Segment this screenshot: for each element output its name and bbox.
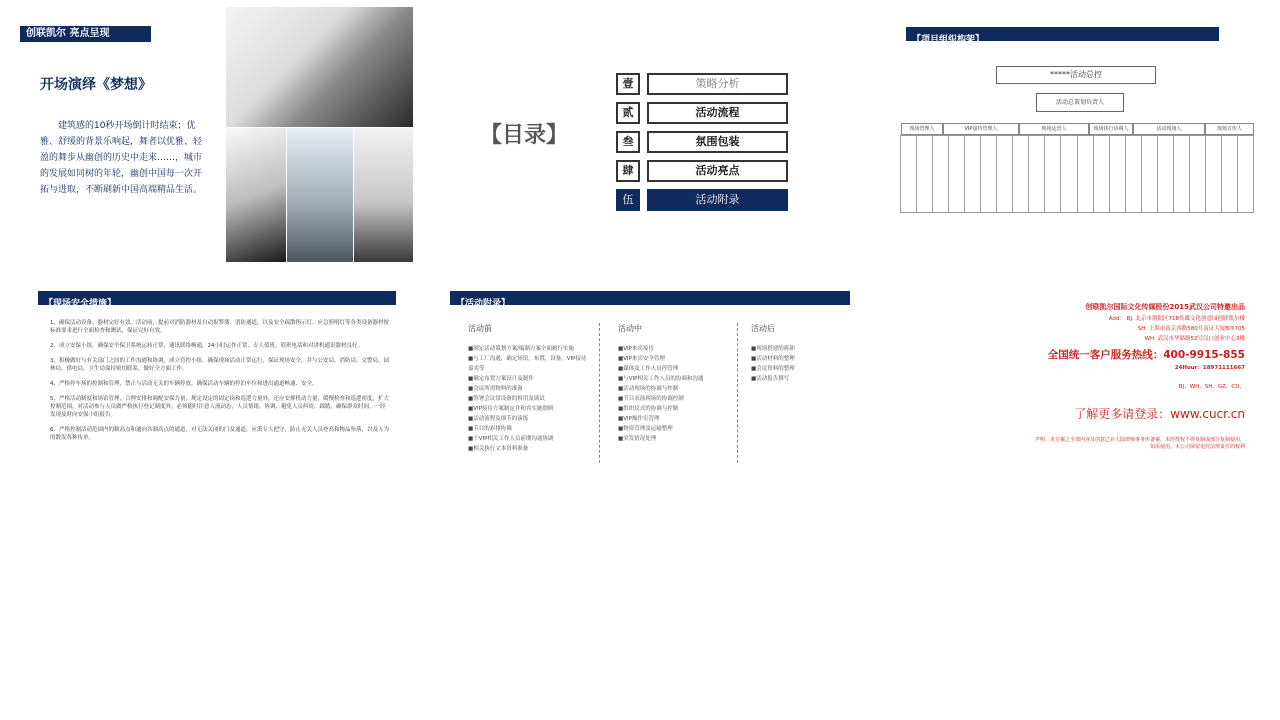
column-divider bbox=[599, 323, 600, 463]
list-item: ■组织仪式的协调与控制 bbox=[618, 406, 679, 412]
toc-label: 活动流程 bbox=[647, 102, 788, 124]
cities-line: BJ、WH、SH、GZ、CD、 bbox=[1178, 384, 1245, 390]
slide-body-text: 建筑感的10秒开场倒计时结束；优雅、舒缓的背景乐响起，舞者以优雅、轻盈的舞步从幽创的历史中走来……，城市的发展如同树的年轮，幽创中国每一次开拓与进取，不断刷新中国高端精品生活。 bbox=[40, 121, 203, 195]
list-item: ■现场搭建的拆卸 bbox=[751, 346, 795, 352]
org-role bbox=[996, 135, 1013, 213]
section-tag: 创联凯尔 亮点呈现 bbox=[20, 26, 151, 42]
list-item: ■VIP操作室管理 bbox=[618, 416, 660, 422]
org-role bbox=[1028, 135, 1045, 213]
hotline: 全国统一客户服务热线：400-9915-855 bbox=[1047, 349, 1245, 361]
org-role bbox=[1157, 135, 1174, 213]
column-divider bbox=[737, 323, 738, 463]
disclaimer: 声明：本方案之全部内容及创意已在大陆律师事务所备案，未经授权不得复制或部分复制使用， bbox=[1034, 437, 1245, 443]
org-role bbox=[916, 135, 933, 213]
column-title: 活动前 bbox=[468, 324, 492, 333]
list-item: ■节目的彩排协调 bbox=[468, 426, 512, 432]
org-role bbox=[1141, 135, 1158, 213]
org-role bbox=[1237, 135, 1254, 213]
slide-contact[interactable] bbox=[865, 283, 1265, 488]
list-item: 2、成立安保小组，确保安全保卫系统运转正常，通讯联络畅通，24小时运作正常、专人值班，值班电话和对讲机通讯器材良好。 bbox=[50, 343, 364, 349]
toc-number: 伍 bbox=[616, 189, 640, 211]
great-wall-painting bbox=[287, 128, 353, 262]
org-department: 现场执行协调人 bbox=[1089, 123, 1133, 135]
list-item: 1、确保活动设备、器材完好有效。活动前，提前对消防器材及自动报警器、消防通道，以及安全疏散指示灯、应急照明灯等各类设备器材按标准要求进行全面检查和测试，保证完好有效。 bbox=[50, 320, 390, 334]
org-role-columns bbox=[901, 135, 1254, 213]
list-item: ■活动现场的协调与控制 bbox=[618, 386, 679, 392]
toc-label: 活动附录 bbox=[647, 189, 788, 211]
list-item: ■于VIP相关工作人员前期沟通协调 bbox=[468, 436, 554, 442]
org-department-row bbox=[901, 123, 1254, 135]
org-node-director: *****活动总控 bbox=[996, 66, 1156, 84]
list-item: ■突发情况处理 bbox=[618, 436, 657, 442]
toc-label: 氛围包装 bbox=[647, 131, 788, 153]
org-role bbox=[1221, 135, 1238, 213]
list-item: 4、严格停车场的控制和管理，禁止与活动无关的车辆停放。确保活动车辆的停泊车位和进出通道畅通、安全。 bbox=[50, 381, 318, 387]
hours-line: 24Hour：18971111667 bbox=[1174, 365, 1245, 371]
address-line: SH. 上海市南京西路580号南证大厦B座705 bbox=[1137, 326, 1245, 332]
org-role bbox=[1077, 135, 1094, 213]
org-department: 活动现场人 bbox=[1133, 123, 1205, 135]
list-item: ■VIP接待方案制定并和宾实施细则 bbox=[468, 406, 554, 412]
list-item: ■相关执行文本资料准备 bbox=[468, 446, 529, 452]
slide-highlight-opening[interactable] bbox=[14, 6, 416, 262]
toc-number: 贰 bbox=[616, 102, 640, 124]
list-item: ■签署会议常设备的租用及调试 bbox=[468, 396, 545, 402]
org-department: VIP接待管理人 bbox=[943, 123, 1019, 135]
toc-item-highlights[interactable] bbox=[616, 160, 788, 182]
slide-safety-measures[interactable] bbox=[14, 283, 416, 488]
address-line: WH. 武汉市华储路52号汉口创业中心3楼 bbox=[1144, 336, 1245, 342]
list-item: ■活动流程及细节的演练 bbox=[468, 416, 529, 422]
list-item: ■与工厂沟通，确定场馆，布置，设备，VIP接待嘉宾等 bbox=[468, 356, 587, 372]
list-item: ■节目表演现场的协调控制 bbox=[618, 396, 684, 402]
org-department: 现场宣传人 bbox=[1205, 123, 1254, 135]
list-item: ■VIP来宾安全管理 bbox=[618, 356, 665, 362]
list-item: 3、积极做好与有关部门之间的工作沟通和协调，成立管控小组，确保现场活动正常运行，保证现场安全。并与公安局、消防局、交警局、园林局、供电局、卫生局保持密切联系，做好全方面工作。 bbox=[50, 358, 390, 372]
org-department: 现场运营人 bbox=[1019, 123, 1089, 135]
list-item: ■活动报告撰写 bbox=[751, 376, 790, 382]
toc-number: 肆 bbox=[616, 160, 640, 182]
list-item: 5、严格活动制度和场馆管理，合理安排和调配安保力量，规定设定的固定岗和巡逻力量外，还应安排机动力量，缓慢检查和巡逻密度，扩大控制范围，对活动参与人员做严格执行登记制度外，必须随时注意人流动态，人员情绪，协调、避免人员纠纷，踩踏，确保群众时间，一经发现及时向安保小组报告。 bbox=[50, 396, 390, 418]
org-role bbox=[900, 135, 917, 213]
org-role bbox=[1060, 135, 1077, 213]
pagoda-painting bbox=[354, 128, 413, 262]
list-item: ■会议资料的整理 bbox=[751, 366, 795, 372]
toc-item-process[interactable] bbox=[616, 102, 788, 124]
org-role bbox=[1189, 135, 1206, 213]
column-title: 活动中 bbox=[618, 324, 642, 333]
org-role bbox=[948, 135, 965, 213]
slide-appendix[interactable] bbox=[430, 283, 860, 488]
section-tag-label: 【项目组织构架】 bbox=[912, 35, 985, 45]
list-item: ■制定活动策划方案/编制方案全面履行实施 bbox=[468, 346, 575, 352]
org-role bbox=[1173, 135, 1190, 213]
appendix-column-during bbox=[618, 323, 730, 444]
column-title: 活动后 bbox=[751, 324, 775, 333]
org-role bbox=[1044, 135, 1061, 213]
org-role bbox=[980, 135, 997, 213]
toc-title: 【目录】 bbox=[480, 123, 569, 148]
toc-number: 壹 bbox=[616, 73, 640, 95]
appendix-column-before bbox=[468, 323, 590, 454]
company-line: 创联凯尔国际文化传媒股份2015武汉公司特邀出品 bbox=[1085, 303, 1245, 311]
section-tag bbox=[38, 291, 396, 309]
slide-org-chart[interactable] bbox=[865, 6, 1265, 262]
slide-title: 开场演绎《梦想》 bbox=[40, 77, 152, 93]
disclaimer: 如需使用，本公司保留追究法律责任的权利 bbox=[1149, 444, 1245, 450]
org-role bbox=[1109, 135, 1126, 213]
org-role bbox=[1012, 135, 1029, 213]
list-item: ■会议所需物料的准备 bbox=[468, 386, 523, 392]
org-role bbox=[932, 135, 949, 213]
toc-label: 活动亮点 bbox=[647, 160, 788, 182]
appendix-column-after bbox=[751, 323, 849, 384]
list-item: ■与VIP相关工作人员的协调和沟通 bbox=[618, 376, 704, 382]
list-item: ■VIP来宾接待 bbox=[618, 346, 654, 352]
list-item: 6、严格控制活动范围内的制高点和通向各制高点的通道，对无法关闭的门及通道，应派专人把守，防止无关人员登高和物品坠落，以及人为的散发各种传单。 bbox=[50, 427, 390, 441]
section-tag bbox=[906, 27, 1219, 45]
toc-item-strategy[interactable] bbox=[616, 73, 788, 95]
slide-table-of-contents[interactable] bbox=[430, 6, 850, 262]
org-role bbox=[1205, 135, 1222, 213]
dancer-photo bbox=[226, 7, 413, 127]
list-item: ■确定布置方案设计及制作 bbox=[468, 376, 534, 382]
toc-item-appendix[interactable] bbox=[616, 189, 788, 211]
toc-item-decoration[interactable] bbox=[616, 131, 788, 153]
section-tag bbox=[450, 291, 850, 309]
toc-number: 叁 bbox=[616, 131, 640, 153]
safety-list bbox=[50, 319, 390, 449]
toc-label: 策略分析 bbox=[647, 73, 788, 95]
section-tag-label: 【活动附录】 bbox=[456, 299, 511, 309]
org-node-planner: 活动总策划负责人 bbox=[1036, 93, 1124, 112]
list-item: ■媒体及工作人员停管理 bbox=[618, 366, 679, 372]
org-role bbox=[964, 135, 981, 213]
list-item: ■物资管理及运输整理 bbox=[618, 426, 673, 432]
website-link[interactable]: 了解更多请登录：www.cucr.cn bbox=[1074, 407, 1245, 421]
org-role bbox=[1093, 135, 1110, 213]
ink-dancer-photo bbox=[226, 128, 286, 262]
address-line: Add： BJ. 北京市朝阳区718传媒文化创意园创联凯尔楼 bbox=[1108, 316, 1245, 322]
list-item: ■活动材料的整理 bbox=[751, 356, 795, 362]
section-tag-label: 【现场安全措施】 bbox=[44, 299, 117, 309]
org-department: 现场管理人 bbox=[901, 123, 943, 135]
org-role bbox=[1125, 135, 1142, 213]
